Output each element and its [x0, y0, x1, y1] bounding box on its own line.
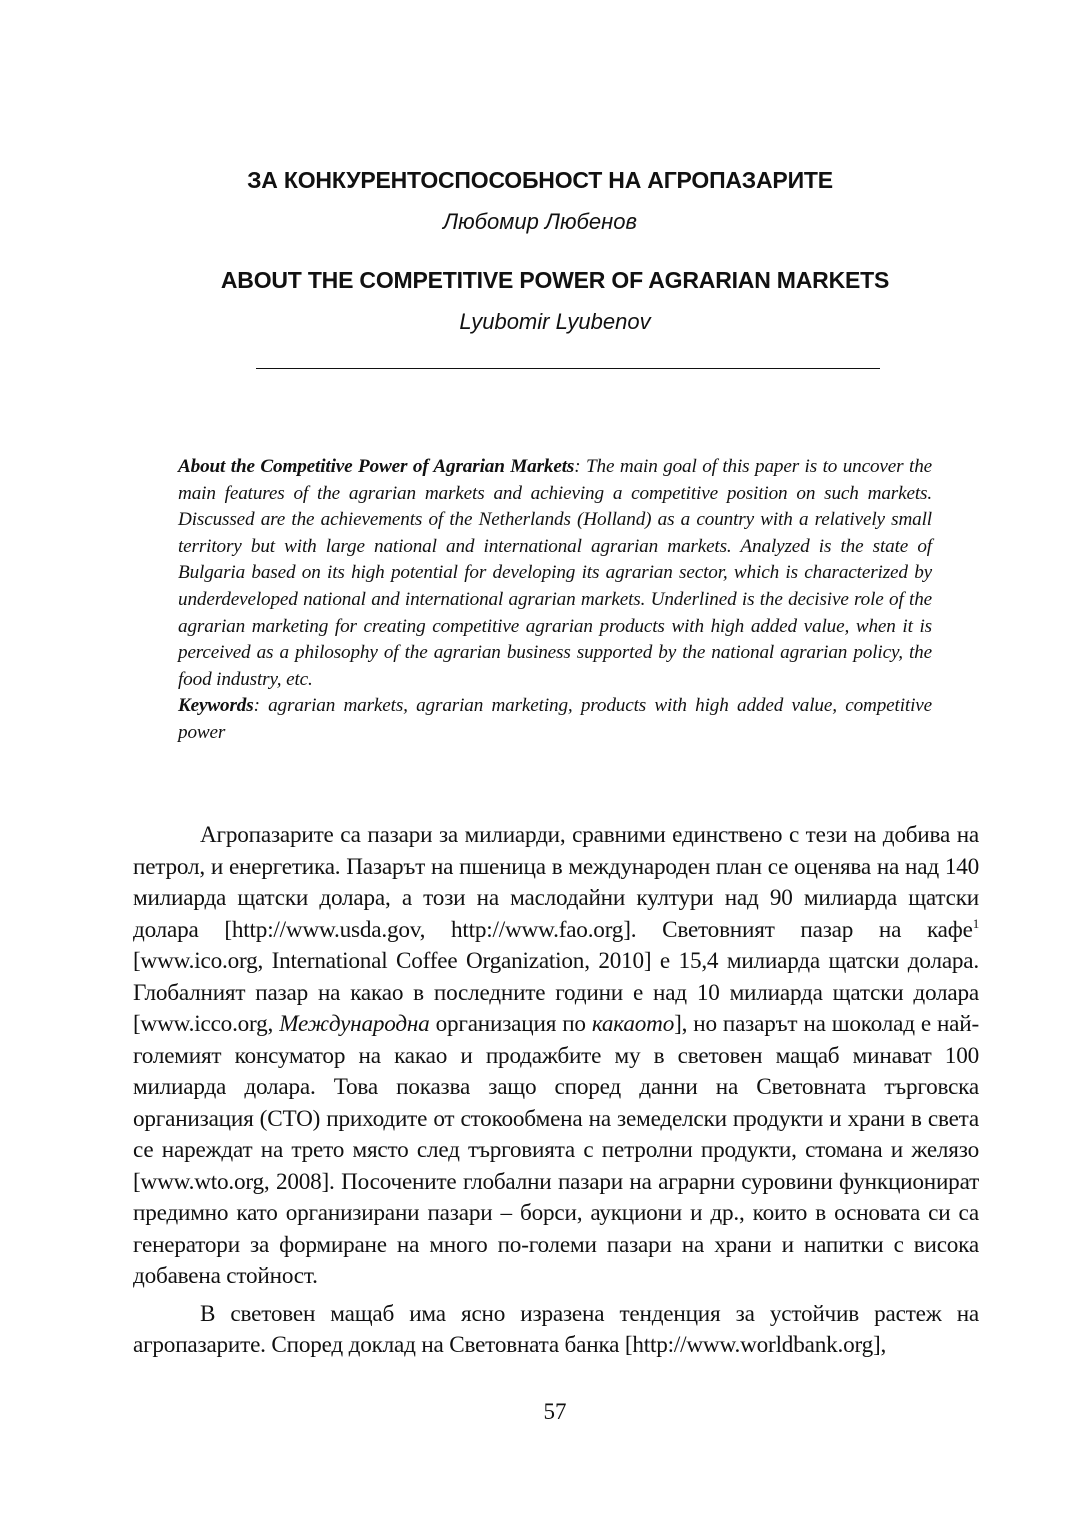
paper-title-english: ABOUT THE COMPETITIVE POWER OF AGRARIAN MARKETS — [220, 267, 890, 293]
abstract-paragraph — [178, 454, 932, 693]
keywords-text: : agrarian markets, agrarian marketing, products with high added value, competitive power — [178, 695, 932, 743]
author-name-bulgarian: Любомир Любенов — [443, 209, 637, 234]
page-number: 57 — [543, 1399, 567, 1424]
body-text-segment: ], но пазарът на шоколад е най-големият консуматор на какао и продажбите му в световен мащаб минават 100 милиарда долара. Това показва защо според данни на Световната търговска организация (СТО) приходите от стокообмена на земеделски продукти и храни в света се нареждат на трето място след търговията с петролни продукти, стомана и желязо [www.wto.org, 2008]. Посочените глобални пазари на аграрни суровини функционират предимно като организирани пазари – борси, аукциони и др., които в основата си са генератори за формиране на много по-големи пазари на храни и напитки с висока добавена стойност. — [133, 1011, 979, 1289]
body-text — [133, 820, 979, 1368]
body-text-segment: [www.ico.org, International Coffee Organization, 2010] е 15,4 милиарда щатски долара. Глобалният пазар на какао в последните години е над 10 милиарда щатски долара [www.icco.org, — [133, 948, 979, 1037]
paper-title-bulgarian: ЗА КОНКУРЕНТОСПОСОБНОСТ НА АГРОПАЗАРИТЕ — [247, 167, 833, 193]
abstract-text: : The main goal of this paper is to uncover the main features of the agrarian markets and achieving a competitive position on such markets. Discussed are the achievements of the Netherlands (Holland) as a country with a relatively small territory but with large national and international agrarian markets. Analyzed is the state of Bulgaria based on its high potential for developing its agrarian sector, which is characterized by underdeveloped national and international agrarian markets. Underlined is the decisive role of the agrarian marketing for creating competitive agrarian products with high added value, when it is perceived as a philosophy of the agrarian business supported by the national agrarian policy, the food industry, etc. — [178, 456, 933, 690]
footnote-marker: 1 — [972, 915, 979, 931]
body-text-segment: организация по — [429, 1011, 592, 1037]
body-paragraph-2: В световен мащаб има ясно изразена тенденция за устойчив растеж на агропазарите. Според доклад на Световната банка [http://www.worldbank.org], — [133, 1300, 979, 1358]
keywords-paragraph — [178, 693, 932, 746]
keywords-label: Keywords — [178, 695, 254, 717]
body-italic-segment: какаото — [591, 1011, 675, 1037]
title-divider — [256, 368, 880, 369]
body-paragraph-1 — [133, 820, 979, 1293]
abstract-lead: About the Competitive Power of Agrarian Markets — [178, 456, 575, 477]
body-italic-segment: Международна — [279, 1011, 430, 1037]
body-text-segment: Агропазарите са пазари за милиарди, сравними единствено с тези на добива на петрол, и енергетика. Пазарът на пшеница в международен план се оценява на над 140 милиарда щатски долара, а този на маслодайни култури над 90 милиарда щатски долара [http://www.usda.gov, http://www.fao.org]. Световният пазар на кафе — [133, 822, 979, 943]
abstract — [178, 454, 932, 747]
author-name-english: Lyubomir Lyubenov — [459, 309, 651, 334]
